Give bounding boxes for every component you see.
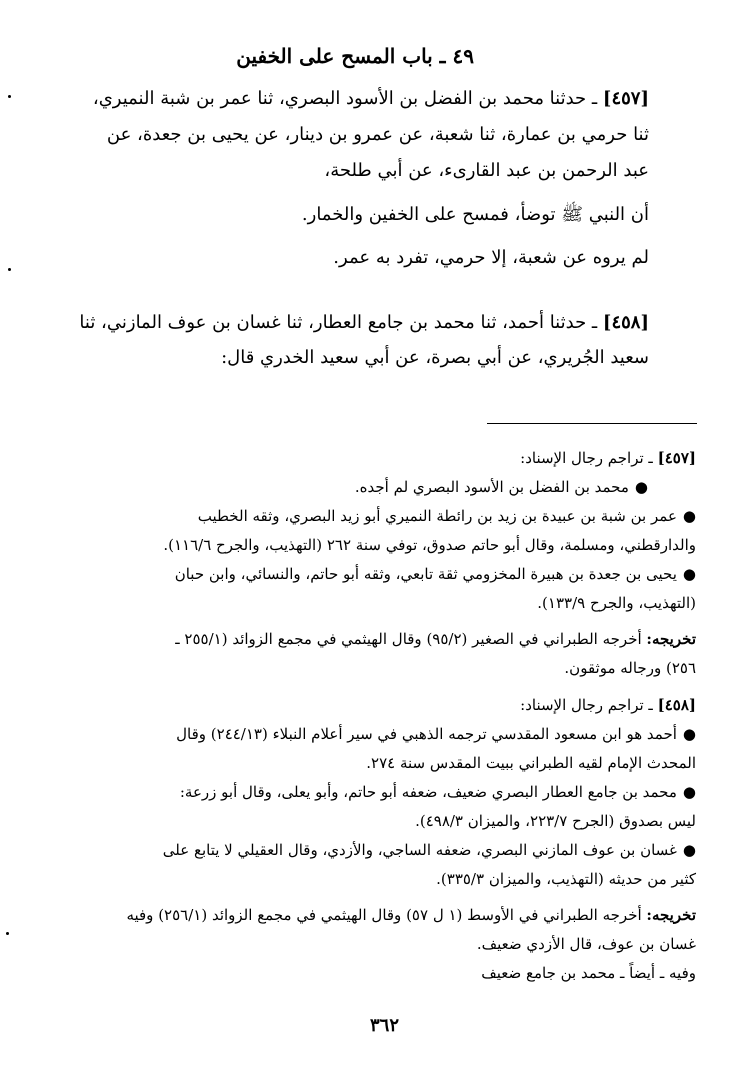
bullet-icon: ● bbox=[682, 783, 696, 801]
footnote-457-bullet-2-text-1: عمر بن شبة بن عبيدة بن زيد بن رائطة النميري أبو زيد البصري، وثقه الخطيب bbox=[197, 507, 677, 525]
hadith-457-matn: أن النبي ﷺ توضأ، فمسح على الخفين والخمار. bbox=[301, 204, 649, 225]
bullet-icon: ● bbox=[682, 507, 696, 525]
footnote-458-takhrij-line-2: غسان بن عوف، قال الأزدي ضعيف. bbox=[476, 935, 696, 953]
scan-speck bbox=[8, 268, 11, 271]
footnote-458-takhrij-line-1 bbox=[126, 906, 696, 924]
footnote-458-bullet-3-text-1: غسان بن عوف المازني البصري، ضعفه الساجي، والأزدي، وقال العقيلي لا يتابع على bbox=[162, 841, 677, 859]
bullet-icon: ● bbox=[634, 478, 648, 496]
footnote-458-bullet-1-line-1 bbox=[176, 725, 696, 743]
bullet-icon: ● bbox=[682, 841, 696, 859]
scan-speck bbox=[6, 932, 9, 935]
footnote-457-bullet-2-line-2: والدارقطني، ومسلمة، وقال أبو حاتم صدوق، توفي سنة ٢٦٢ (التهذيب، والجرح ١١٦/٦). bbox=[163, 536, 696, 554]
footnote-457-bullet-3-text-1: يحيى بن جعدة بن هبيرة المخزومي ثقة تابعي، وثقه أبو حاتم، والنسائي، وابن حبان bbox=[174, 565, 677, 583]
footnote-458-takhrij-line-3: وفيه ـ أيضاً ـ محمد بن جامع ضعيف bbox=[481, 964, 696, 982]
footnote-457-bullet-1 bbox=[355, 478, 648, 496]
footnote-separator bbox=[487, 423, 697, 424]
footnote-457-takhrij-line-1 bbox=[175, 630, 696, 648]
bullet-icon: ● bbox=[682, 565, 696, 583]
footnote-457-takhrij-line-2: ٢٥٦) ورجاله موثقون. bbox=[564, 659, 696, 677]
footnote-457-bullet-2-line-1 bbox=[198, 507, 696, 525]
footnote-458-title bbox=[520, 696, 696, 714]
hadith-458-line-2: سعيد الجُريري، عن أبي بصرة، عن أبي سعيد الخدري قال: bbox=[221, 347, 649, 368]
chapter-heading: ٤٩ ـ باب المسح على الخفين bbox=[236, 44, 474, 68]
footnote-458-bullet-1-line-2: المحدث الإمام لقيه الطبراني ببيت المقدس سنة ٢٧٤. bbox=[366, 754, 696, 772]
footnote-457-title-text: ـ تراجم رجال الإسناد: bbox=[520, 449, 653, 467]
footnote-458-bullet-2-line-1 bbox=[180, 783, 696, 801]
footnote-457-bullet-3-line-1 bbox=[175, 565, 696, 583]
footnote-458-bullet-3-line-1 bbox=[163, 841, 696, 859]
bullet-icon: ● bbox=[682, 725, 696, 743]
footnote-458-bullet-2-text-1: محمد بن جامع العطار البصري ضعيف، ضعفه أبو حاتم، وأبو يعلى، وقال أبو زرعة: bbox=[179, 783, 677, 801]
hadith-457-line-1 bbox=[93, 88, 649, 109]
footnote-457-title bbox=[520, 449, 696, 467]
hadith-457-line-2: ثنا حرمي بن عمارة، ثنا شعبة، عن عمرو بن دينار، عن يحيى بن جعدة، عن bbox=[106, 124, 649, 145]
footnote-458-takhrij-text-1: أخرجه الطبراني في الأوسط (١ ل ٥٧) وقال الهيثمي في مجمع الزوائد (٢٥٦/١) وفيه bbox=[126, 906, 642, 924]
hadith-457-note: لم يروه عن شعبة، إلا حرمي، تفرد به عمر. bbox=[333, 247, 649, 268]
footnote-458-bullet-1-text-1: أحمد هو ابن مسعود المقدسي ترجمه الذهبي في سير أعلام النبلاء (٢٤٤/١٣) وقال bbox=[176, 725, 677, 743]
footnote-458-bullet-2-line-2: ليس بصدوق (الجرح ٢٢٣/٧، والميزان ٤٩٨/٣). bbox=[415, 812, 696, 830]
footnote-457-bullet-1-text: محمد بن الفضل بن الأسود البصري لم أجده. bbox=[354, 478, 629, 496]
page-number: ٣٦٢ bbox=[369, 1015, 399, 1036]
footnote-458-number: [٤٥٨] bbox=[657, 696, 696, 714]
hadith-458-isnad-1: ـ حدثنا أحمد، ثنا محمد بن جامع العطار، ثنا غسان بن عوف المازني، ثنا bbox=[79, 312, 598, 333]
footnote-458-bullet-3-line-2: كثير من حديثه (التهذيب، والميزان ٣٣٥/٣). bbox=[436, 870, 696, 888]
footnote-457-number: [٤٥٧] bbox=[657, 449, 696, 467]
hadith-458-number: [٤٥٨] bbox=[602, 312, 649, 333]
footnote-457-bullet-3-line-2: (التهذيب، والجرح ١٣٣/٩). bbox=[537, 594, 696, 612]
footnote-457-takhrij-label: تخريجه: bbox=[646, 630, 696, 648]
scan-speck bbox=[8, 95, 11, 98]
hadith-458-line-1 bbox=[79, 312, 649, 333]
footnote-457-takhrij-text-1: أخرجه الطبراني في الصغير (٩٥/٢) وقال الهيثمي في مجمع الزوائد (٢٥٥/١ ـ bbox=[175, 630, 642, 648]
hadith-457-line-3: عبد الرحمن بن عبد القارىء، عن أبي طلحة، bbox=[324, 160, 649, 181]
footnote-458-takhrij-label: تخريجه: bbox=[646, 906, 696, 924]
hadith-457-isnad-1: ـ حدثنا محمد بن الفضل بن الأسود البصري، ثنا عمر بن شبة النميري، bbox=[92, 88, 598, 109]
hadith-457-number: [٤٥٧] bbox=[602, 88, 649, 109]
footnote-458-title-text: ـ تراجم رجال الإسناد: bbox=[520, 696, 653, 714]
